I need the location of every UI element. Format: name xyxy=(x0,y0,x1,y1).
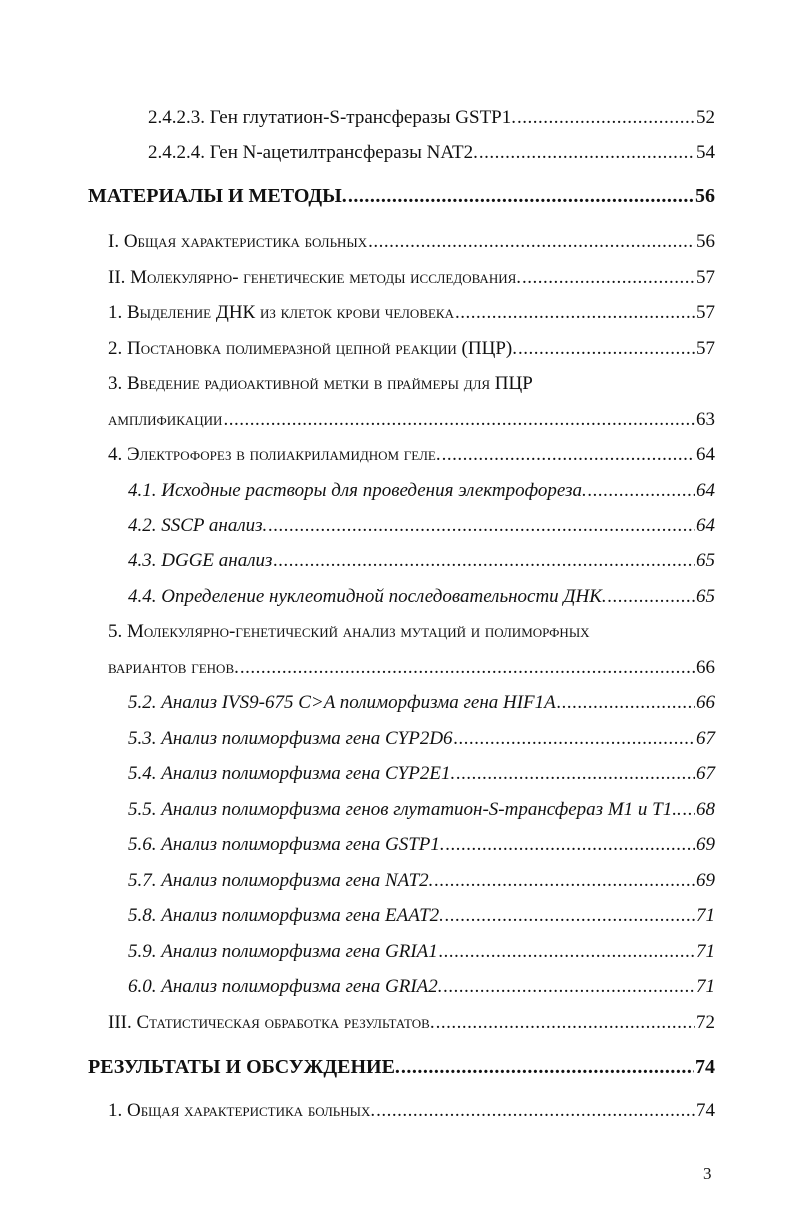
toc-chapter-heading xyxy=(88,184,715,208)
toc-entry-page: 71 xyxy=(696,976,715,997)
dot-leader xyxy=(588,479,695,503)
toc-entry-page: 66 xyxy=(696,657,715,678)
toc-entry-page: 56 xyxy=(695,185,715,207)
toc-entry-label: вариантов генов. xyxy=(108,657,239,678)
toc-entry-page: 69 xyxy=(696,834,715,855)
toc-entry xyxy=(128,691,715,715)
dot-leader xyxy=(223,408,695,432)
toc-entry xyxy=(108,1099,715,1123)
toc-entry xyxy=(128,833,715,857)
toc-chapter-heading xyxy=(88,1055,715,1079)
page-number: 3 xyxy=(703,1164,712,1183)
dot-leader xyxy=(268,514,695,538)
dot-leader xyxy=(368,230,695,254)
dot-leader xyxy=(442,443,695,467)
toc-entry-page: 57 xyxy=(696,267,715,288)
toc-entry xyxy=(108,337,715,361)
dot-leader xyxy=(376,1099,695,1123)
dot-leader xyxy=(683,798,695,822)
toc-entry-label: 5.9. Анализ полиморфизма гена GRIA1 xyxy=(128,941,438,962)
dot-leader xyxy=(557,691,695,715)
dot-leader xyxy=(348,184,694,208)
toc-entry-page: 52 xyxy=(696,107,715,128)
dot-leader xyxy=(454,727,695,751)
dot-leader xyxy=(439,940,695,964)
toc-entry-page: 65 xyxy=(696,550,715,571)
toc-entry-label: 4.1. Исходные растворы для проведения электрофореза. xyxy=(128,480,587,501)
toc-entry-page: 66 xyxy=(696,692,715,713)
toc-entry xyxy=(128,904,715,928)
toc-entry xyxy=(128,940,715,964)
toc-entry xyxy=(108,1011,715,1035)
toc-entry-page: 67 xyxy=(696,728,715,749)
toc-entry-label: 3. Введение радиоактивной метки в праймеры для ПЦР xyxy=(108,373,533,394)
toc-entry-label: 5. Молекулярно-генетический анализ мутаций и полиморфных xyxy=(108,621,590,642)
toc-entry xyxy=(128,798,715,822)
toc-entry xyxy=(128,762,715,786)
toc-entry xyxy=(108,301,715,325)
dot-leader xyxy=(434,869,695,893)
toc-entry-label: 1. Общая характеристика больных. xyxy=(108,1100,376,1121)
toc-entry-page: 74 xyxy=(696,1100,715,1121)
toc-entry-label: 5.2. Анализ IVS9-675 C>A полиморфизма гена HIF1A xyxy=(128,692,556,713)
toc-entry xyxy=(108,266,715,290)
toc-entry-page: 54 xyxy=(696,142,715,163)
toc-entry xyxy=(128,585,715,609)
toc-entry-page: 74 xyxy=(695,1056,715,1078)
toc-entry-page: 63 xyxy=(696,409,715,430)
toc-entry-page: 57 xyxy=(696,302,715,323)
toc-entry-page: 71 xyxy=(696,905,715,926)
toc-entry xyxy=(108,230,715,254)
dot-leader xyxy=(456,762,695,786)
dot-leader xyxy=(518,337,695,361)
toc-entry-page: 72 xyxy=(696,1012,715,1033)
toc-entry-label: II. Молекулярно- генетические методы исследования. xyxy=(108,267,522,288)
toc-entry-label: 5.6. Анализ полиморфизма гена GSTP1. xyxy=(128,834,445,855)
toc-entry-page: 67 xyxy=(696,763,715,784)
toc-entry xyxy=(128,479,715,503)
toc-entry-label: 5.7. Анализ полиморфизма гена NAT2. xyxy=(128,870,434,891)
dot-leader xyxy=(517,106,695,130)
toc-entry-label: 5.4. Анализ полиморфизма гена CYP2E1. xyxy=(128,763,456,784)
dot-leader xyxy=(479,141,695,165)
dot-leader xyxy=(436,1011,695,1035)
toc-entry-page: 64 xyxy=(696,480,715,501)
toc-entry-page: 57 xyxy=(696,338,715,359)
toc-entry-page: 68 xyxy=(696,799,715,820)
toc-entry xyxy=(128,514,715,538)
dot-leader xyxy=(240,656,695,680)
toc-entry-label: РЕЗУЛЬТАТЫ И ОБСУЖДЕНИЕ. xyxy=(88,1056,400,1078)
toc-entry xyxy=(128,549,715,573)
dot-leader xyxy=(446,833,695,857)
toc-entry-label: 5.5. Анализ полиморфизма генов глутатион-S-трансфераз M1 и T1.. xyxy=(128,799,682,820)
toc-entry xyxy=(128,727,715,751)
toc-entry-label: 2. Постановка полимеразной цепной реакции (ПЦР). xyxy=(108,338,517,359)
toc-entry-label: амплификации xyxy=(108,409,223,430)
dot-leader xyxy=(522,266,695,290)
toc-entry-label: 4.4. Определение нуклеотидной последовательности ДНК. xyxy=(128,586,607,607)
toc-entry-label: МАТЕРИАЛЫ И МЕТОДЫ. xyxy=(88,185,347,207)
toc-entry-page: 71 xyxy=(696,941,715,962)
toc-entry-label: 4.2. SSCP анализ. xyxy=(128,515,268,536)
dot-leader xyxy=(455,301,695,325)
toc-entry-label: 1. Выделение ДНК из клеток крови человека xyxy=(108,302,454,323)
dot-leader xyxy=(401,1055,694,1079)
dot-leader xyxy=(273,549,695,573)
toc-entry-label: III. Статистическая обработка результатов. xyxy=(108,1012,435,1033)
toc-entry-label: 4.3. DGGE анализ xyxy=(128,550,273,571)
toc-entry-page: 65 xyxy=(696,586,715,607)
toc-entry-label: 2.4.2.3. Ген глутатион-S-трансферазы GSTP1. xyxy=(148,107,516,128)
toc-entry-page: 64 xyxy=(696,515,715,536)
toc-entry xyxy=(148,106,715,130)
toc-entry xyxy=(148,141,715,165)
toc-entry-label: 5.3. Анализ полиморфизма гена CYP2D6 xyxy=(128,728,453,749)
dot-leader xyxy=(608,585,695,609)
toc-entry-page: 56 xyxy=(696,231,715,252)
toc-entry-label: 2.4.2.4. Ген N-ацетилтрансферазы NAT2. xyxy=(148,142,478,163)
toc-entry xyxy=(128,975,715,999)
toc-entry-label: I. Общая характеристика больных xyxy=(108,231,368,252)
toc-entry xyxy=(108,443,715,467)
toc-entry-page: 69 xyxy=(696,870,715,891)
toc-entry xyxy=(128,869,715,893)
toc-entry xyxy=(108,656,715,680)
toc-entry-label: 6.0. Анализ полиморфизма гена GRIA2. xyxy=(128,976,443,997)
toc-entry xyxy=(108,408,715,432)
toc-entry-label: 5.8. Анализ полиморфизма гена EAAT2. xyxy=(128,905,444,926)
toc-entry-page: 64 xyxy=(696,444,715,465)
toc-entry-label: 4. Электрофорез в полиакриламидном геле. xyxy=(108,444,441,465)
dot-leader xyxy=(444,975,695,999)
dot-leader xyxy=(445,904,695,928)
